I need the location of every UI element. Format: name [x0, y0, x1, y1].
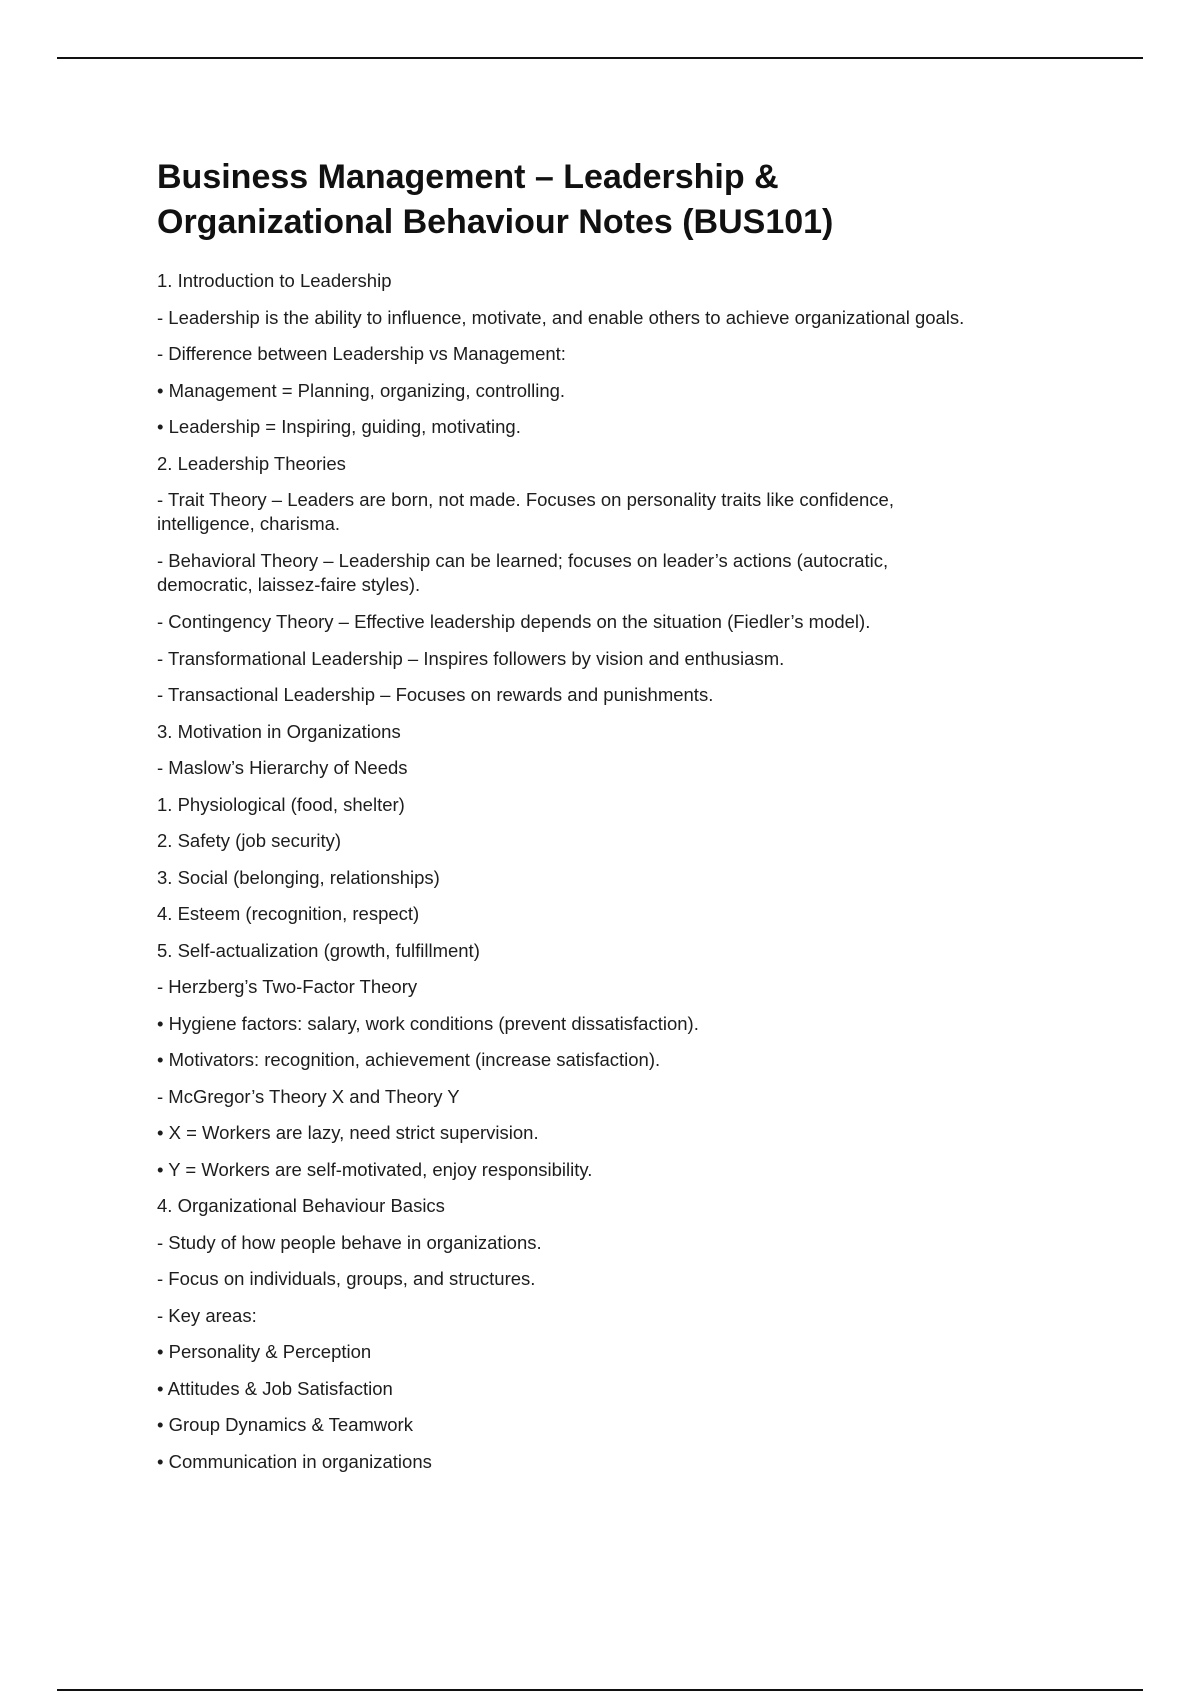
section-heading: 2. Leadership Theories	[157, 452, 346, 474]
list-item: • Motivators: recognition, achievement (increase satisfaction).	[157, 1049, 661, 1070]
list-item: - Key areas:	[157, 1304, 257, 1326]
list-item: - Contingency Theory – Effective leadership depends on the situation (Fiedler’s model).	[157, 611, 871, 632]
list-item: - Focus on individuals, groups, and structures.	[157, 1268, 536, 1289]
section-introduction	[157, 269, 1077, 439]
section-heading: 1. Introduction to Leadership	[157, 270, 392, 291]
list-item: 2. Safety (job security)	[157, 830, 342, 851]
section-heading: 3. Motivation in Organizations	[157, 720, 401, 742]
section-motivation	[157, 720, 1077, 1182]
list-item: • Hygiene factors: salary, work conditions (prevent dissatisfaction).	[157, 1012, 699, 1034]
list-item: - Study of how people behave in organizations.	[157, 1231, 542, 1253]
section-organizational-behaviour	[157, 1194, 1077, 1473]
list-item: • Attitudes & Job Satisfaction	[157, 1377, 393, 1399]
section-heading: 4. Organizational Behaviour Basics	[157, 1195, 445, 1216]
list-item: • Management = Planning, organizing, controlling.	[157, 379, 566, 401]
list-item: 4. Esteem (recognition, respect)	[157, 903, 420, 924]
section-leadership-theories	[157, 452, 1077, 707]
list-item: - Behavioral Theory – Leadership can be learned; focuses on leader’s actions (autocratic, democratic, laissez-faire styles).	[157, 550, 889, 595]
list-item: - Transformational Leadership – Inspires followers by vision and enthusiasm.	[157, 647, 785, 669]
list-item: - Maslow’s Hierarchy of Needs	[157, 757, 408, 778]
list-item: - Transactional Leadership – Focuses on rewards and punishments.	[157, 684, 714, 705]
list-item: - Trait Theory – Leaders are born, not made. Focuses on personality traits like confidence, intelligence, charisma.	[157, 489, 894, 534]
list-item: - Leadership is the ability to influence, motivate, and enable others to achieve organizational goals.	[157, 306, 965, 328]
document-title	[157, 155, 1077, 245]
list-item: 3. Social (belonging, relationships)	[157, 866, 440, 888]
list-item: • Y = Workers are self-motivated, enjoy responsibility.	[157, 1158, 593, 1180]
list-item: • Communication in organizations	[157, 1450, 432, 1472]
document-body	[157, 155, 1077, 1486]
list-item: • Leadership = Inspiring, guiding, motivating.	[157, 416, 521, 437]
title-line-1: Business Management – Leadership &	[157, 158, 779, 196]
title-line-2: Organizational Behaviour Notes (BUS101)	[157, 203, 834, 241]
list-item: 5. Self-actualization (growth, fulfillment)	[157, 939, 480, 961]
list-item: • Group Dynamics & Teamwork	[157, 1414, 413, 1435]
list-item: - Difference between Leadership vs Management:	[157, 343, 566, 364]
list-item: • Personality & Perception	[157, 1341, 372, 1362]
top-rule	[57, 57, 1143, 59]
bottom-rule	[57, 1689, 1143, 1691]
list-item: - Herzberg’s Two-Factor Theory	[157, 976, 418, 997]
list-item: - McGregor’s Theory X and Theory Y	[157, 1085, 460, 1107]
list-item: • X = Workers are lazy, need strict supervision.	[157, 1122, 539, 1143]
list-item: 1. Physiological (food, shelter)	[157, 793, 405, 815]
